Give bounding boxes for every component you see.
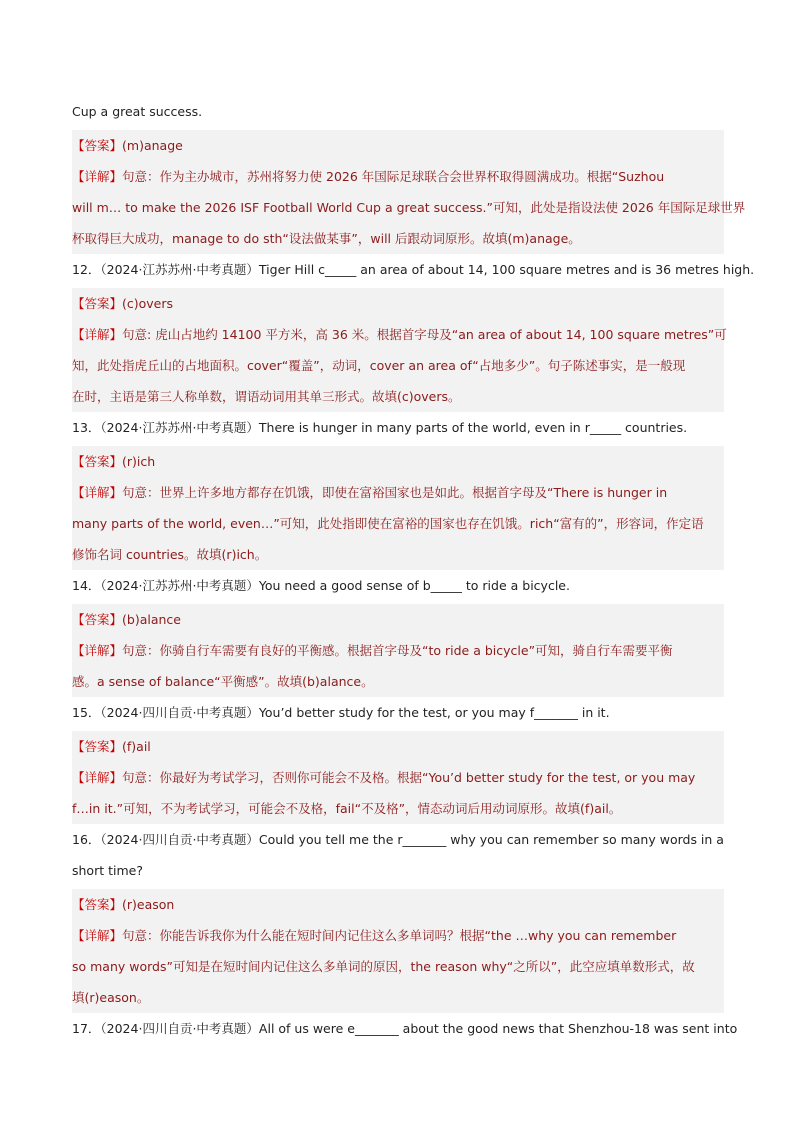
question-text: 13．（2024·江苏苏州·中考真题）There is hunger in many parts of the world, even in r_____ countries.: [72, 420, 688, 435]
explanation-text: 句意: 虎山占地约 14100 平方米，高 36 米。根据首字母及“an area of about 14, 100 square metres”可: [122, 327, 727, 342]
explanation-line: so many words”可知是在短时间内记住这么多单词的原因，the reason why“之所以”，此空应填单数形式，故: [72, 959, 695, 974]
question-text: short time?: [72, 863, 143, 878]
answer-block: [72, 889, 724, 1013]
answer-tag: 【答案】: [72, 739, 123, 754]
answer-line: [72, 446, 724, 477]
question-item: [72, 570, 724, 697]
question-text: 14．（2024·江苏苏州·中考真题）You need a good sense of b_____ to ride a bicycle.: [72, 578, 570, 593]
answer-line: [72, 130, 724, 161]
explanation-text: 句意：世界上许多地方都存在饥饿，即使在富裕国家也是如此。根据首字母及“There is hunger in: [122, 485, 668, 500]
explanation-tag: 【详解】: [72, 327, 123, 342]
answer-text: (r)eason: [122, 897, 175, 912]
answer-block: [72, 446, 724, 570]
answer-line: [72, 731, 724, 762]
answer-tag: 【答案】: [72, 138, 123, 153]
explanation-line: [72, 762, 724, 793]
question-text: 12．（2024·江苏苏州·中考真题）Tiger Hill c_____ an area of about 14, 100 square metres and is 36 metres high.: [72, 262, 755, 277]
explanation-tag: 【详解】: [72, 643, 123, 658]
question-item: [72, 96, 746, 254]
question-text: 15．（2024·四川自贡·中考真题）You’d better study for the test, or you may f_______ in it.: [72, 705, 610, 720]
answer-line: [72, 604, 724, 635]
question-item: [72, 412, 724, 570]
explanation-text: 句意：作为主办城市，苏州将努力使 2026 年国际足球联合会世界杯取得圆满成功。根据“Suzhou: [122, 169, 665, 184]
explanation-text: 句意：你能告诉我你为什么能在短时间内记住这么多单词吗？根据“the …why you can remember: [122, 928, 677, 943]
answer-tag: 【答案】: [72, 454, 123, 469]
answer-block: [72, 604, 724, 697]
explanation-line: [72, 161, 724, 192]
explanation-line: [72, 319, 727, 350]
answer-tag: 【答案】: [72, 612, 123, 627]
explanation-line: 感。a sense of balance“平衡感”。故填(b)alance。: [72, 674, 374, 689]
answer-text: (r)ich: [122, 454, 156, 469]
answer-tag: 【答案】: [72, 296, 123, 311]
explanation-line: many parts of the world, even…”可知，此处指即使在富裕的国家也存在饥饿。rich“富有的”，形容词，作定语: [72, 516, 704, 531]
explanation-line: will m… to make the 2026 ISF Football World Cup a great success.”可知，此处是指设法使 2026 年国际足球世界: [72, 200, 746, 215]
answer-line: [72, 889, 724, 920]
document-page: [72, 96, 755, 1044]
explanation-line: f…in it.”可知，不为考试学习，可能会不及格，fail“不及格”，情态动词后用动词原形。故填(f)ail。: [72, 801, 622, 816]
answer-block: [72, 130, 746, 254]
question-text: 16．（2024·四川自贡·中考真题）Could you tell me the r_______ why you can remember so many words in a: [72, 832, 724, 847]
explanation-text: 句意：你最好为考试学习，否则你可能会不及格。根据“You’d better study for the test, or you may: [122, 770, 696, 785]
answer-text: (b)alance: [122, 612, 181, 627]
question-item: [72, 254, 755, 412]
question-item: [72, 824, 724, 1013]
answer-text: (c)overs: [122, 296, 174, 311]
answer-text: (m)anage: [122, 138, 183, 153]
answer-tag: 【答案】: [72, 897, 123, 912]
question-text: Cup a great success.: [72, 104, 203, 119]
answer-text: (f)ail: [122, 739, 151, 754]
explanation-line: 杯取得巨大成功，manage to do sth“设法做某事”，will 后跟动词原形。故填(m)anage。: [72, 231, 581, 246]
explanation-tag: 【详解】: [72, 928, 123, 943]
explanation-line: 知，此处指虎丘山的占地面积。cover“覆盖”，动词，cover an area of“占地多少”。句子陈述事实，是一般现: [72, 358, 686, 373]
question-item: [72, 1013, 738, 1044]
answer-block: [72, 288, 727, 412]
explanation-tag: 【详解】: [72, 770, 123, 785]
explanation-line: [72, 477, 724, 508]
explanation-tag: 【详解】: [72, 485, 123, 500]
answer-block: [72, 731, 724, 824]
question-text: 17．（2024·四川自贡·中考真题）All of us were e_______ about the good news that Shenzhou-18 was sent into: [72, 1021, 738, 1036]
explanation-line: [72, 635, 724, 666]
explanation-line: [72, 920, 724, 951]
explanation-line: 修饰名词 countries。故填(r)ich。: [72, 547, 268, 562]
answer-line: [72, 288, 724, 319]
explanation-line: 填(r)eason。: [72, 990, 150, 1005]
explanation-line: 在时，主语是第三人称单数，谓语动词用其单三形式。故填(c)overs。: [72, 389, 461, 404]
question-item: [72, 697, 724, 824]
explanation-text: 句意：你骑自行车需要有良好的平衡感。根据首字母及“to ride a bicycle”可知，骑自行车需要平衡: [122, 643, 673, 658]
explanation-tag: 【详解】: [72, 169, 123, 184]
